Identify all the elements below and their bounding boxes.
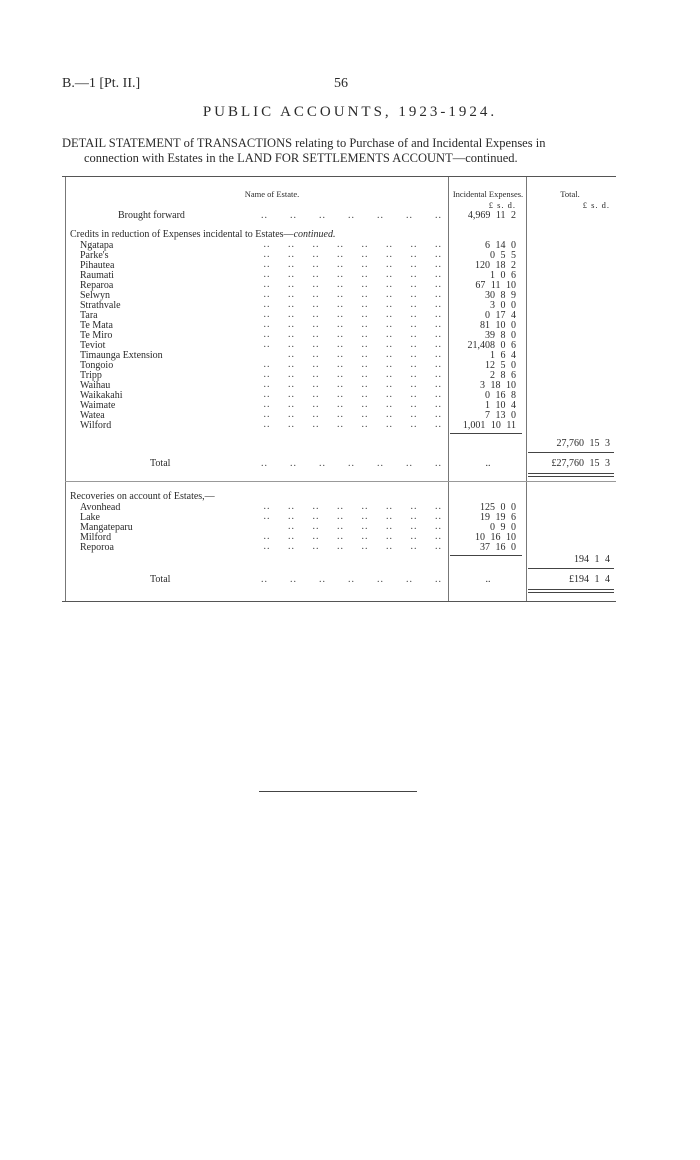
credits-heading: Credits in reduction of Expenses incidental to Estates—continued. xyxy=(70,229,336,240)
credit-amount: 0 17 4 xyxy=(485,310,516,321)
leader-dots: .. .. .. .. .. .. .. xyxy=(261,210,442,221)
credit-name: Tripp xyxy=(80,370,102,381)
credit-name: Tongoio xyxy=(80,360,114,371)
credit-name: Timaunga Extension xyxy=(80,350,163,361)
credit-amount: 120 18 2 xyxy=(475,260,516,271)
document-reference: B.—1 [Pt. II.] xyxy=(62,76,141,91)
page-number: 56 xyxy=(334,76,348,91)
credit-name: Ngatapa xyxy=(80,240,114,251)
credit-name: Raumati xyxy=(80,270,114,281)
amount-underline xyxy=(450,433,522,434)
credit-amount: 3 18 10 xyxy=(480,380,516,391)
credit-amount: 3 0 0 xyxy=(490,300,516,311)
total-double-underline xyxy=(528,589,614,593)
subtotal-underline xyxy=(528,452,614,453)
subtitle-line-1: DETAIL STATEMENT of TRANSACTIONS relating to Purchase of and Incidental Expenses in xyxy=(62,136,546,150)
transactions-table xyxy=(62,176,616,602)
credit-amount: 1 10 4 xyxy=(485,400,516,411)
recovery-amount: 0 9 0 xyxy=(490,522,516,533)
credit-amount: 1,001 10 11 xyxy=(462,420,516,431)
units-incidental: £ s. d. xyxy=(488,200,516,210)
recoveries-subtotal: 194 1 4 xyxy=(574,554,610,565)
page-title: PUBLIC ACCOUNTS, 1923-1924. xyxy=(202,104,498,120)
recoveries-heading: Recoveries on account of Estates,— xyxy=(70,491,215,502)
column-header-name: Name of Estate. xyxy=(244,189,300,199)
credit-name: Parke's xyxy=(80,250,109,261)
recoveries-total: £194 1 4 xyxy=(569,574,610,585)
credit-name: Teviot xyxy=(80,340,106,351)
leader-dots: .. .. .. .. .. .. .. xyxy=(261,458,442,469)
credit-amount: 1 6 4 xyxy=(490,350,516,361)
credit-name: Tara xyxy=(80,310,98,321)
table-column-divider xyxy=(526,177,527,601)
credit-amount: 30 8 9 xyxy=(485,290,516,301)
credit-amount: 67 11 10 xyxy=(475,280,516,291)
credit-amount: 6 14 0 xyxy=(485,240,516,251)
credit-name: Te Miro xyxy=(80,330,113,341)
recoveries-total-placeholder: .. xyxy=(485,574,491,585)
credit-name: Reparoa xyxy=(80,280,114,291)
section-divider xyxy=(65,481,616,482)
brought-forward-amount: 4,969 11 2 xyxy=(467,210,516,221)
recovery-name: Avonhead xyxy=(80,502,121,513)
end-rule xyxy=(259,791,417,792)
recovery-name: Mangateparu xyxy=(80,522,133,533)
credits-subtotal: 27,760 15 3 xyxy=(556,438,610,449)
credit-amount: 81 10 0 xyxy=(480,320,516,331)
recoveries-total-label: Total xyxy=(150,574,171,585)
credits-total-placeholder: .. xyxy=(485,458,491,469)
credit-name: Waimate xyxy=(80,400,116,411)
subtotal-underline xyxy=(528,568,614,569)
leader-dots: .. .. .. .. .. .. .. .. .. .. .. .. .. .. .. .. .. .. .. .. .. .. .. .. .. .. .. .. .. .. .. .. .. .. .. .. .. .. .. xyxy=(263,501,442,552)
recovery-amount: 125 0 0 xyxy=(480,502,516,513)
table-column-divider xyxy=(448,177,449,601)
total-double-underline xyxy=(528,473,614,477)
credit-name: Waikakahi xyxy=(80,390,123,401)
credit-amount: 1 0 6 xyxy=(490,270,516,281)
credit-amount: 12 5 0 xyxy=(485,360,516,371)
recovery-name: Milford xyxy=(80,532,112,543)
credit-name: Waihau xyxy=(80,380,111,391)
credit-name: Wilford xyxy=(80,420,112,431)
credit-name: Pihautea xyxy=(80,260,115,271)
leader-dots: .. .. .. .. .. .. .. .. .. .. .. .. .. .. .. .. .. .. .. .. .. .. .. .. .. .. .. .. .. .. .. .. .. .. .. .. .. .. .. .. .. .. .. .. .. .. .. .. .. .. .. .. .. .. .. .. .. .. .. .. .. .. .. .. .. .. .. .. .. .. .. .. .. .. .. .. .. .. .. .. .. .. .. .. .. .. .. .. .. .. .. .. .. .. .. .. .. .. .. .. .. .. .. .. .. .. .. .. .. .. .. .. .. .. .. .. .. .. .. .. .. .. .. .. .. .. .. .. .. .. .. .. .. .. .. .. .. .. .. .. .. .. .. .. .. .. .. .. .. .. .. xyxy=(263,239,442,430)
credit-name: Te Mata xyxy=(80,320,113,331)
subtitle-line-2: connection with Estates in the LAND FOR SETTLEMENTS ACCOUNT—continued. xyxy=(84,151,518,165)
credit-name: Watea xyxy=(80,410,105,421)
brought-forward-label: Brought forward xyxy=(118,210,185,221)
statement-subtitle xyxy=(62,136,614,166)
recovery-name: Lake xyxy=(80,512,100,523)
column-header-incidental: Incidental Expenses. xyxy=(452,189,524,199)
credit-amount: 21,408 0 6 xyxy=(467,340,516,351)
credits-total-label: Total xyxy=(150,458,171,469)
credit-name: Strathvale xyxy=(80,300,121,311)
column-header-total: Total. xyxy=(560,189,580,199)
units-total: £ s. d. xyxy=(582,200,610,210)
credit-amount: 39 8 0 xyxy=(485,330,516,341)
credit-amount: 0 5 5 xyxy=(490,250,516,261)
credit-amount: 7 13 0 xyxy=(485,410,516,421)
credits-total: £27,760 15 3 xyxy=(551,458,610,469)
leader-dots: .. .. .. .. .. .. .. xyxy=(261,574,442,585)
amount-underline xyxy=(450,555,522,556)
recovery-name: Reporoa xyxy=(80,542,114,553)
recovery-amount: 10 16 10 xyxy=(475,532,516,543)
credit-amount: 2 8 6 xyxy=(490,370,516,381)
recovery-amount: 37 16 0 xyxy=(480,542,516,553)
credit-name: Selwyn xyxy=(80,290,110,301)
recovery-amount: 19 19 6 xyxy=(480,512,516,523)
credit-amount: 0 16 8 xyxy=(485,390,516,401)
